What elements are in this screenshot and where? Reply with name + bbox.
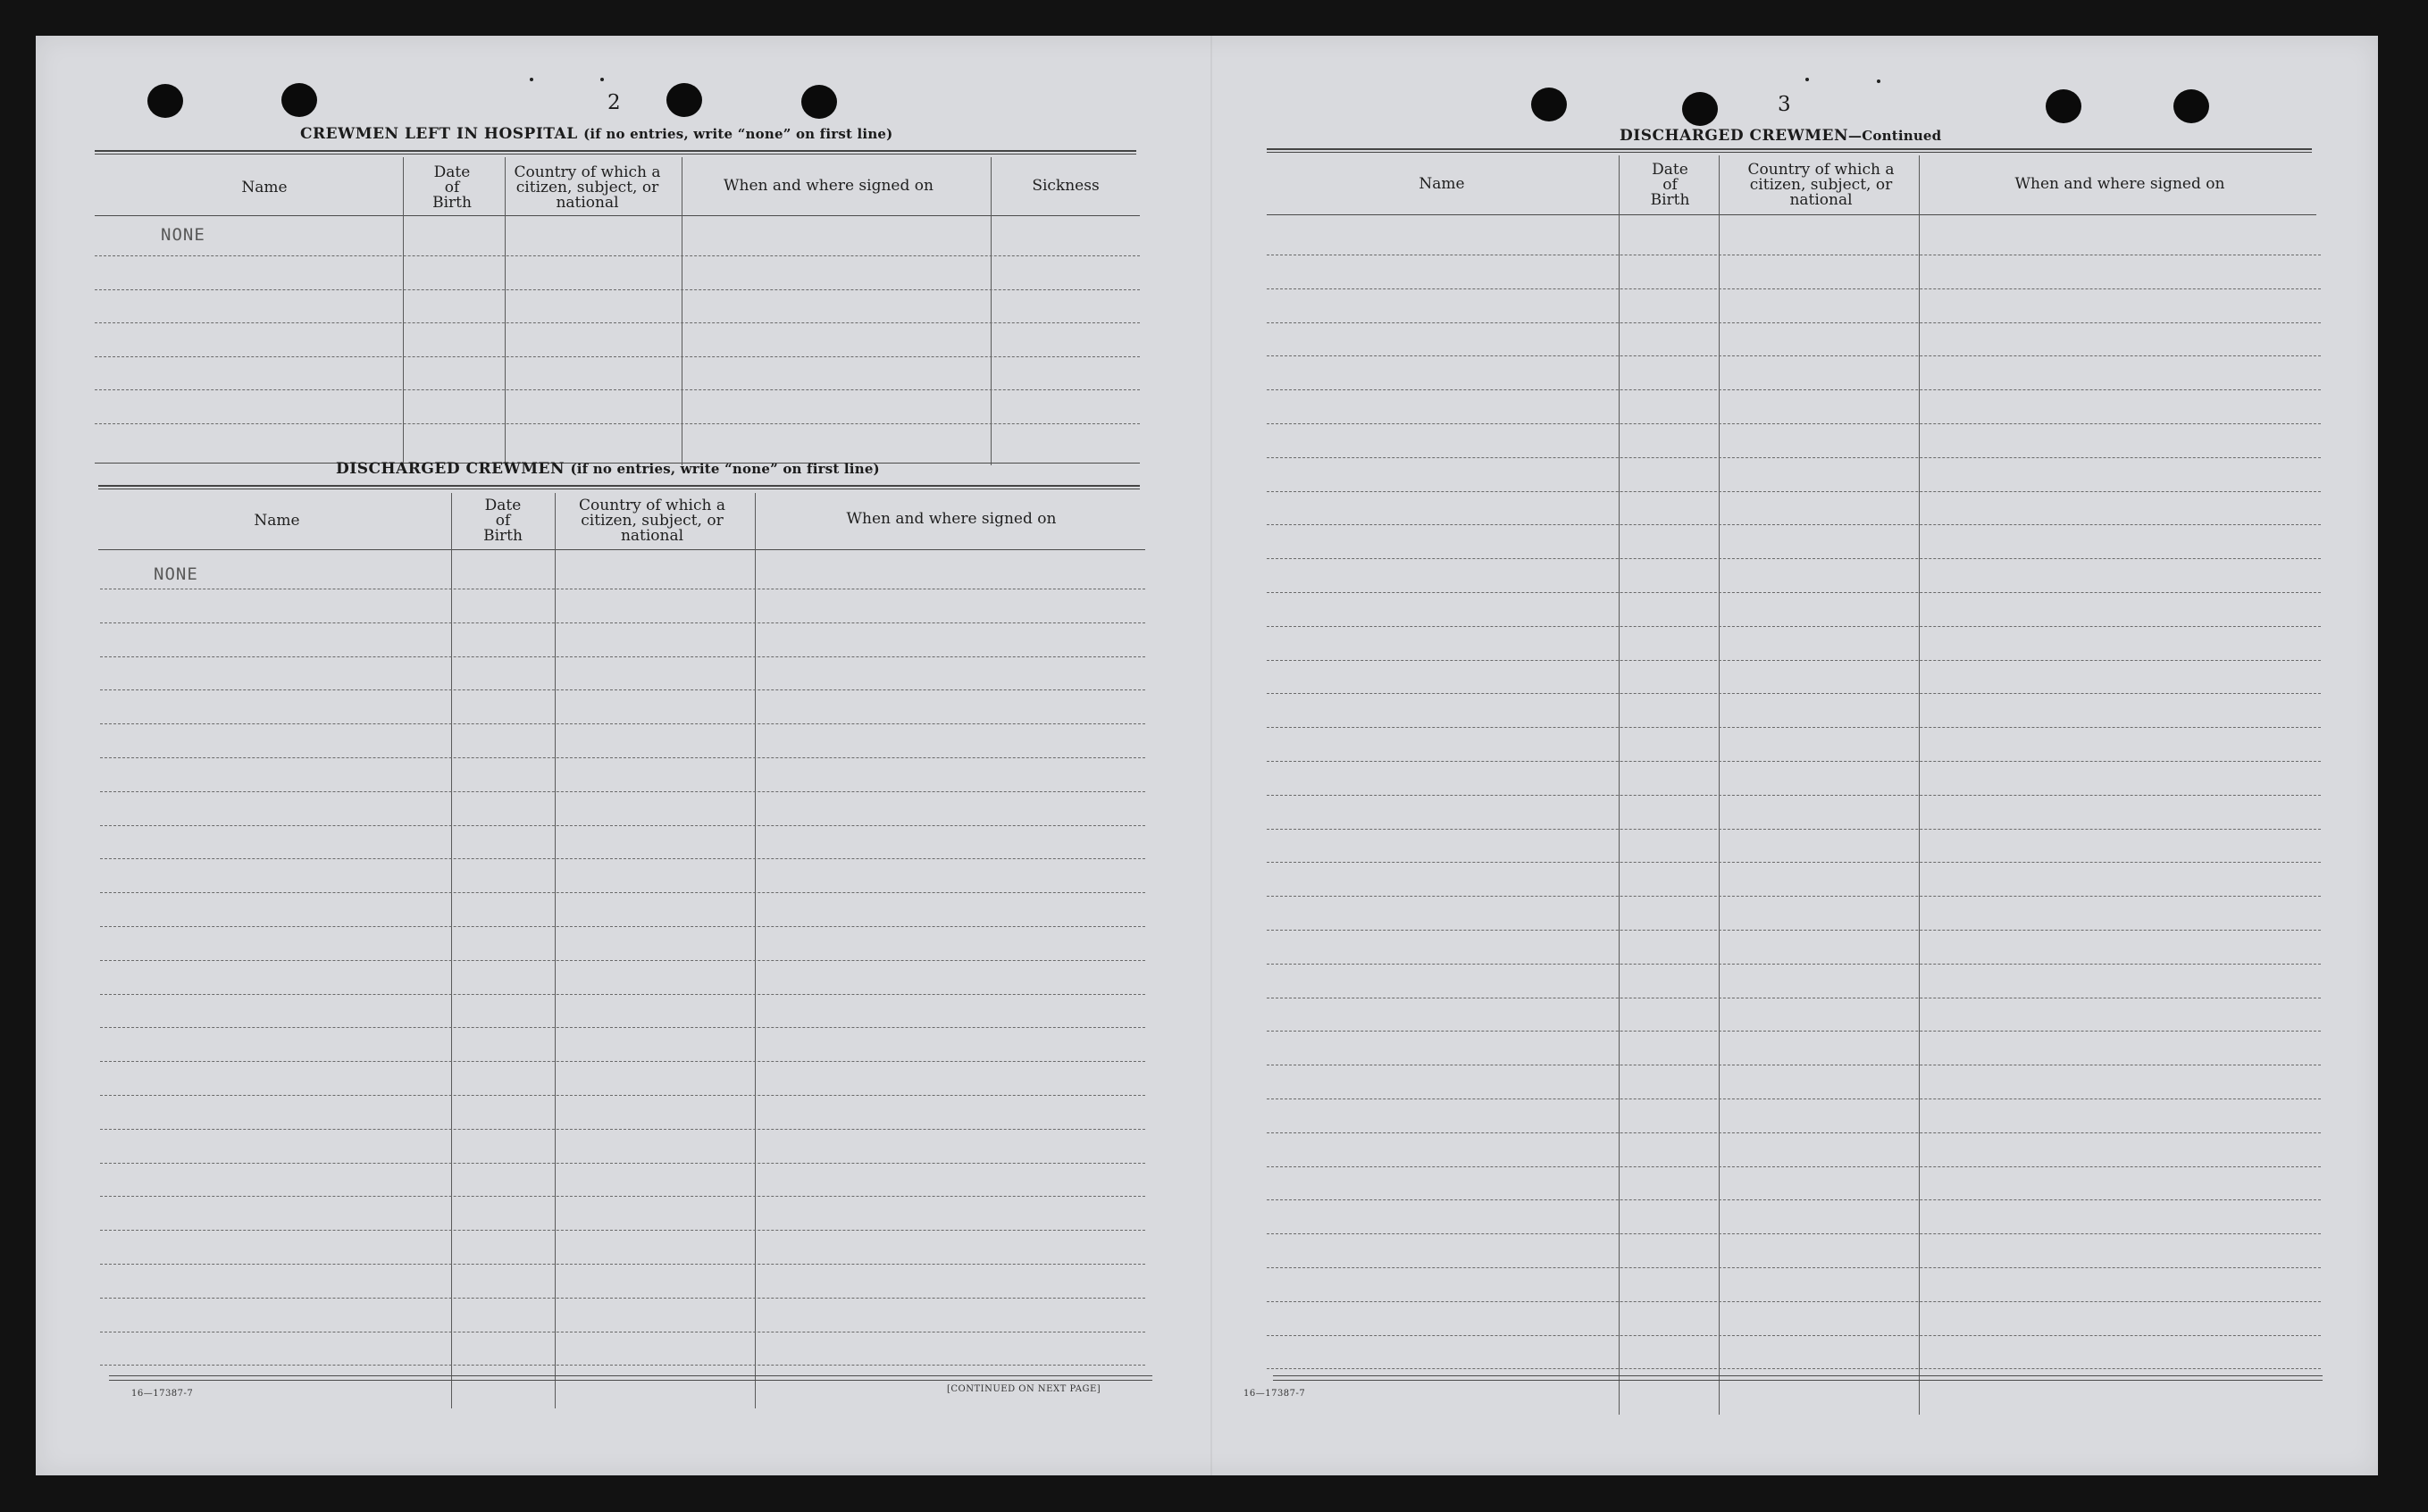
column-divider <box>991 157 992 465</box>
row-line <box>1267 1267 2321 1268</box>
right-page <box>1212 36 2378 1475</box>
hospital-col-signed-on: When and where signed on <box>724 177 934 195</box>
left-page <box>36 36 1210 1475</box>
row-line <box>100 1095 1145 1096</box>
row-line <box>1267 1098 2321 1099</box>
table-bottom-rule <box>109 1375 1152 1376</box>
row-line <box>95 423 1140 424</box>
row-line <box>1267 693 2321 694</box>
row-line <box>95 389 1140 390</box>
form-number: 16—17387-7 <box>1243 1389 1306 1399</box>
row-line <box>1267 288 2321 289</box>
form-number: 16—17387-7 <box>131 1389 194 1399</box>
continued-section-suffix: —Continued <box>1848 128 1942 144</box>
row-line <box>1267 457 2321 458</box>
hospital-col-date-of-birth: Date of Birth <box>432 163 472 212</box>
row-line <box>95 255 1140 256</box>
row-line <box>100 1061 1145 1062</box>
table-bottom-rule <box>1273 1380 2323 1381</box>
row-line <box>100 1196 1145 1197</box>
column-divider <box>451 493 452 1408</box>
row-line <box>100 858 1145 859</box>
header-rule <box>1267 214 2316 215</box>
table-top-rule <box>1267 148 2312 153</box>
row-line <box>1267 389 2321 390</box>
row-line <box>1267 795 2321 796</box>
discharged-col-country: Country of which a citizen, subject, or national <box>579 497 725 545</box>
row-line <box>1267 727 2321 728</box>
hospital-col-sickness: Sickness <box>1032 177 1100 195</box>
row-line <box>1267 1199 2321 1200</box>
row-line <box>100 960 1145 961</box>
row-line <box>100 994 1145 995</box>
hospital-first-entry: NONE <box>161 225 205 245</box>
continued-col-date-of-birth: Date of Birth <box>1650 161 1690 209</box>
row-line <box>100 1027 1145 1028</box>
row-line <box>100 656 1145 657</box>
discharged-section-heading <box>336 460 880 478</box>
row-line <box>1267 1335 2321 1336</box>
row-line <box>1267 491 2321 492</box>
column-divider <box>1619 155 1620 1415</box>
hospital-section-heading <box>300 125 892 143</box>
row-line <box>100 892 1145 893</box>
row-line <box>1267 829 2321 830</box>
row-line <box>1267 1301 2321 1302</box>
continued-section-title: DISCHARGED CREWMEN <box>1620 127 1849 145</box>
row-line <box>1267 964 2321 965</box>
discharged-section-note: (if no entries, write “none” on first line) <box>570 461 880 477</box>
table-top-rule <box>98 485 1140 489</box>
row-line <box>1267 322 2321 323</box>
hospital-section-note: (if no entries, write “none” on first line) <box>583 126 893 142</box>
row-line <box>1267 423 2321 424</box>
row-line <box>1267 1132 2321 1133</box>
row-line <box>100 1264 1145 1265</box>
form-sheet <box>36 36 2378 1475</box>
column-divider <box>1919 155 1920 1415</box>
header-rule <box>98 549 1145 550</box>
row-line <box>100 1129 1145 1130</box>
row-line <box>100 622 1145 623</box>
row-line <box>1267 660 2321 661</box>
row-line <box>1267 524 2321 525</box>
column-divider <box>1719 155 1720 1415</box>
discharged-section-title: DISCHARGED CREWMEN <box>336 460 565 478</box>
row-line <box>1267 1031 2321 1032</box>
row-line <box>1267 862 2321 863</box>
row-line <box>1267 761 2321 762</box>
row-line <box>100 723 1145 724</box>
row-line <box>1267 896 2321 897</box>
row-line <box>1267 558 2321 559</box>
table-top-rule <box>95 150 1136 155</box>
row-line <box>100 926 1145 927</box>
row-line <box>1267 930 2321 931</box>
row-line <box>100 825 1145 826</box>
header-rule <box>95 215 1140 216</box>
row-line <box>1267 1233 2321 1234</box>
row-line <box>1267 626 2321 627</box>
row-line <box>100 1163 1145 1164</box>
discharged-col-signed-on: When and where signed on <box>846 510 1057 528</box>
row-line <box>1267 592 2321 593</box>
hospital-col-country: Country of which a citizen, subject, or national <box>514 163 661 212</box>
table-bottom-rule <box>1273 1375 2323 1376</box>
row-line <box>95 356 1140 357</box>
continued-section-heading <box>1620 127 1941 145</box>
hospital-section-title: CREWMEN LEFT IN HOSPITAL <box>300 125 578 143</box>
row-line <box>1267 1166 2321 1167</box>
continued-col-name: Name <box>1419 175 1465 193</box>
table-bottom-rule <box>109 1380 1152 1381</box>
row-line <box>100 791 1145 792</box>
hospital-col-name: Name <box>241 179 288 196</box>
row-line <box>1267 355 2321 356</box>
column-divider <box>755 493 756 1408</box>
discharged-col-name: Name <box>254 512 300 530</box>
column-divider <box>505 157 506 465</box>
row-line <box>95 322 1140 323</box>
row-line <box>95 289 1140 290</box>
page-number: 2 <box>607 91 621 114</box>
page-number: 3 <box>1778 93 1791 116</box>
continued-col-signed-on: When and where signed on <box>2014 175 2225 193</box>
continued-col-country: Country of which a citizen, subject, or national <box>1747 161 1895 209</box>
continued-note: [CONTINUED ON NEXT PAGE] <box>947 1384 1101 1394</box>
discharged-col-date-of-birth: Date of Birth <box>483 497 523 545</box>
column-divider <box>403 157 404 465</box>
row-line <box>100 1230 1145 1231</box>
row-line <box>100 689 1145 690</box>
row-line <box>1267 1368 2321 1369</box>
row-line <box>100 757 1145 758</box>
row-line <box>100 1365 1145 1366</box>
discharged-first-entry: NONE <box>154 564 198 584</box>
row-line <box>100 1298 1145 1299</box>
column-divider <box>555 493 556 1408</box>
